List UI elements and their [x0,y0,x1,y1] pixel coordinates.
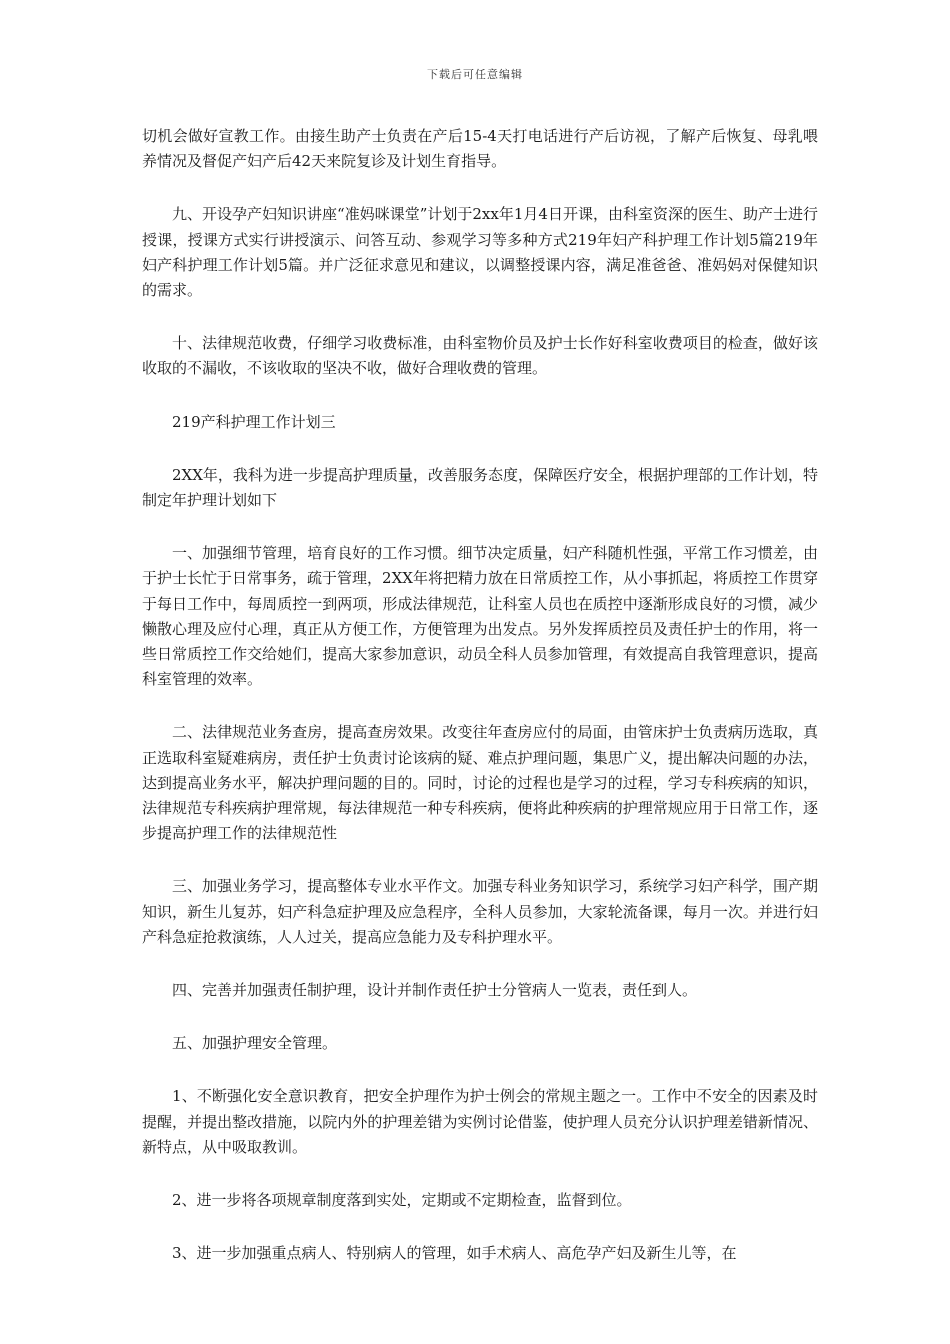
paragraph-8: 三、加强业务学习，提高整体专业水平作文。加强专科业务知识学习，系统学习妇产科学，围产期知识，新生儿复苏，妇产科急症护理及应急程序，全科人员参加，大家轮流备课，每月一次。并进行妇产科急症抢救演练，人人过关，提高应急能力及专科护理水平。 [142,877,818,946]
paragraph-5: 2XX年，我科为进一步提高护理质量，改善服务态度，保障医疗安全，根据护理部的工作计划，特制定年护理计划如下 [142,465,818,510]
paragraph-6: 一、加强细节管理，培育良好的工作习惯。细节决定质量，妇产科随机性强，平常工作习惯差，由于护士长忙于日常事务，疏于管理，2XX年将把精力放在日常质控工作，从小事抓起，将质控工作贯穿于每日工作中，每周质控一到两项，形成法律规范，让科室人员也在质控中逐渐形成良好的习惯，减少懒散心理及应付心理，真正从方便工作，方便管理为出发点。另外发挥质控员及责任护士的作用，将一些日常质控工作交给她们，提高大家参加意识，动员全科人员参加管理，有效提高自我管理意识，提高科室管理的效率。 [142,544,818,689]
document-body [142,124,818,1295]
paragraph-13: 3、进一步加强重点病人、特别病人的管理，如手术病人、高危孕产妇及新生儿等，在 [172,1244,737,1263]
paragraph-2: 九、开设孕产妇知识讲座“准妈咪课堂”计划于2xx年1月4日开课，由科室资深的医生、助产士进行授课，授课方式实行讲授演示、问答互动、参观学习等多种方式219年妇产科护理工作计划5篇219年妇产科护理工作计划5篇。并广泛征求意见和建议，以调整授课内容，满足准爸爸、准妈妈对保健知识的需求。 [142,205,818,300]
paragraph-12: 2、进一步将各项规章制度落到实处，定期或不定期检查，监督到位。 [172,1191,632,1210]
paragraph-3: 十、法律规范收费，仔细学习收费标准，由科室物价员及护士长作好科室收费项目的检查，做好该收取的不漏收，不该收取的坚决不收，做好合理收费的管理。 [142,334,818,378]
paragraph-10: 五、加强护理安全管理。 [172,1034,338,1053]
paragraph-1: 切机会做好宣教工作。由接生助产士负责在产后15-4天打电话进行产后访视，了解产后恢复、母乳喂养情况及督促产妇产后42天来院复诊及计划生育指导。 [142,127,818,171]
paragraph-11: 1、不断强化安全意识教育，把安全护理作为护士例会的常规主题之一。工作中不安全的因素及时提醒，并提出整改措施，以院内外的护理差错为实例讨论借鉴，使护理人员充分认识护理差错新情况、新特点，从中吸取教训。 [142,1087,818,1156]
paragraph-7: 二、法律规范业务查房，提高查房效果。改变往年查房应付的局面，由管床护士负责病历选取，真正选取科室疑难病房，责任护士负责讨论该病的疑、难点护理问题，集思广义，提出解决问题的办法，达到提高业务水平，解决护理问题的目的。同时，讨论的过程也是学习的过程，学习专科疾病的知识，法律规范专科疾病护理常规，每法律规范一种专科疾病，便将此种疾病的护理常规应用于日常工作，逐步提高护理工作的法律规范性 [142,723,818,843]
paragraph-9: 四、完善并加强责任制护理，设计并制作责任护士分管病人一览表，责任到人。 [172,981,698,1000]
section-heading: 219产科护理工作计划三 [172,412,336,431]
page-header: 下载后可任意编辑 [427,68,523,81]
